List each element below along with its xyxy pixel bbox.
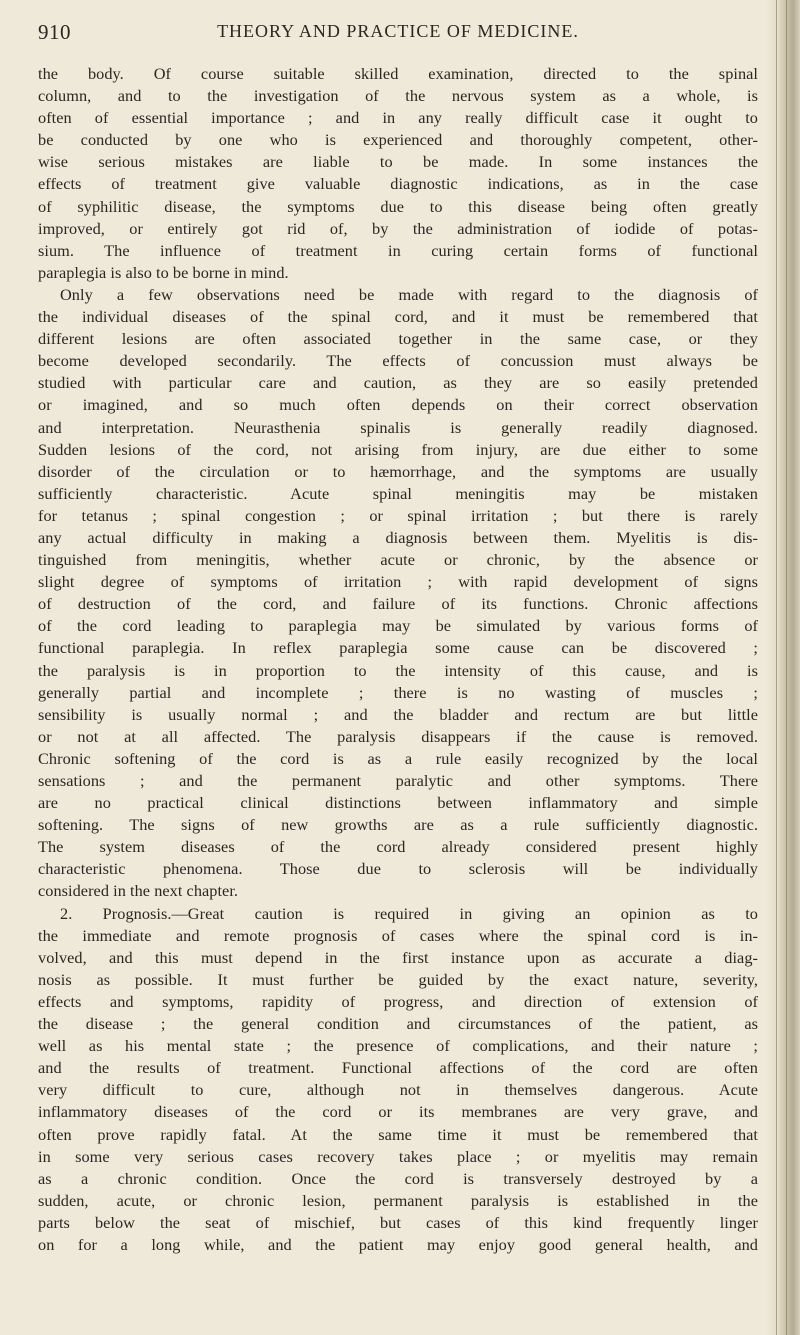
text-line: for tetanus ; spinal congestion ; or spinal irritation ; but there is rarely	[38, 505, 758, 525]
text-line: the individual diseases of the spinal cord, and it must be remembered that	[38, 307, 758, 327]
page-header	[38, 18, 758, 50]
text-line: studied with particular care and caution, as they are so easily pretended	[38, 373, 758, 393]
text-line: or imagined, and so much often depends on their correct observation	[38, 395, 758, 415]
text-line: well as his mental state ; the presence of complications, and their nature ;	[38, 1036, 758, 1056]
text-line: sium. The influence of treatment in curing certain forms of functional	[38, 240, 758, 260]
text-line: the body. Of course suitable skilled examination, directed to the spinal	[38, 64, 758, 83]
text-line: sensibility is usually normal ; and the bladder and rectum are but little	[38, 704, 758, 724]
text-line: wise serious mistakes are liable to be made. In some instances the	[38, 152, 758, 172]
text-line: often prove rapidly fatal. At the same time it must be remembered that	[38, 1124, 758, 1144]
page-number: 910	[38, 20, 71, 44]
text-line: become developed secondarily. The effects of concussion must always be	[38, 351, 758, 371]
text-line: or not at all affected. The paralysis disappears if the cause is removed.	[38, 726, 758, 746]
text-line: and the results of treatment. Functional affections of the cord are often	[38, 1058, 758, 1078]
text-line: improved, or entirely got rid of, by the administration of iodide of potas-	[38, 218, 758, 238]
text-line: considered in the next chapter.	[38, 881, 239, 901]
text-line: paraplegia is also to be borne in mind.	[38, 262, 289, 282]
text-line: of syphilitic disease, the symptoms due to this disease being often greatly	[38, 196, 758, 216]
text-line: tinguished from meningitis, whether acute or chronic, by the absence or	[38, 550, 758, 570]
text-line: in some very serious cases recovery takes place ; or myelitis may remain	[38, 1146, 758, 1166]
text-line: 2. Prognosis.—Great caution is required in giving an opinion as to	[60, 903, 758, 923]
text-line: Only a few observations need be made with regard to the diagnosis of	[60, 284, 758, 304]
text-line: Chronic softening of the cord is as a rule easily recognized by the local	[38, 748, 758, 768]
text-line: sensations ; and the permanent paralytic and other symptoms. There	[38, 771, 758, 790]
text-line: sudden, acute, or chronic lesion, permanent paralysis is established in the	[38, 1190, 758, 1210]
text-line: nosis as possible. It must further be guided by the exact nature, severity,	[38, 969, 758, 989]
text-line: characteristic phenomena. Those due to sclerosis will be individually	[38, 859, 758, 879]
page-edge	[766, 0, 800, 1335]
text-line: functional paraplegia. In reflex paraplegia some cause can be discovered ;	[38, 638, 758, 658]
text-line: any actual difficulty in making a diagnosis between them. Myelitis is dis-	[38, 527, 758, 547]
text-line: disorder of the circulation or to hæmorrhage, and the symptoms are usually	[38, 461, 758, 481]
text-line: and interpretation. Neurasthenia spinalis is generally readily diagnosed.	[38, 417, 758, 437]
text-line: of destruction of the cord, and failure of its functions. Chronic affections	[38, 594, 758, 614]
text-line: be conducted by one who is experienced and thoroughly competent, other-	[38, 130, 758, 150]
text-line: effects and symptoms, rapidity of progress, and direction of extension of	[38, 991, 758, 1011]
text-line: effects of treatment give valuable diagnostic indications, as in the case	[38, 174, 758, 194]
text-line: sufficiently characteristic. Acute spinal meningitis may be mistaken	[38, 483, 758, 503]
text-line: slight degree of symptoms of irritation ; with rapid development of signs	[38, 572, 758, 592]
text-line: parts below the seat of mischief, but cases of this kind frequently linger	[38, 1212, 758, 1232]
text-line: The system diseases of the cord already considered present highly	[38, 837, 758, 857]
text-line: the paralysis is in proportion to the intensity of this cause, and is	[38, 660, 758, 680]
text-line: volved, and this must depend in the first instance upon as accurate a diag-	[38, 947, 758, 967]
text-line: often of essential importance ; and in any really difficult case it ought to	[38, 108, 758, 128]
running-title: THEORY AND PRACTICE OF MEDICINE.	[217, 21, 579, 41]
text-line: the disease ; the general condition and circumstances of the patient, as	[38, 1014, 758, 1034]
text-line: of the cord leading to paraplegia may be simulated by various forms of	[38, 616, 758, 636]
text-line: column, and to the investigation of the nervous system as a whole, is	[38, 86, 758, 106]
text-line: on for a long while, and the patient may enjoy good general health, and	[38, 1234, 758, 1254]
body-text	[38, 63, 758, 1256]
text-line: Sudden lesions of the cord, not arising from injury, are due either to some	[38, 439, 758, 459]
text-line: as a chronic condition. Once the cord is transversely destroyed by a	[38, 1168, 758, 1188]
text-line: inflammatory diseases of the cord or its membranes are very grave, and	[38, 1102, 758, 1122]
text-line: different lesions are often associated together in the same case, or they	[38, 329, 758, 349]
text-line: are no practical clinical distinctions between inflammatory and simple	[38, 793, 758, 813]
text-line: very difficult to cure, although not in themselves dangerous. Acute	[38, 1080, 758, 1100]
text-line: softening. The signs of new growths are as a rule sufficiently diagnostic.	[38, 815, 758, 835]
text-line: the immediate and remote prognosis of cases where the spinal cord is in-	[38, 925, 758, 945]
text-line: generally partial and incomplete ; there is no wasting of muscles ;	[38, 682, 758, 702]
